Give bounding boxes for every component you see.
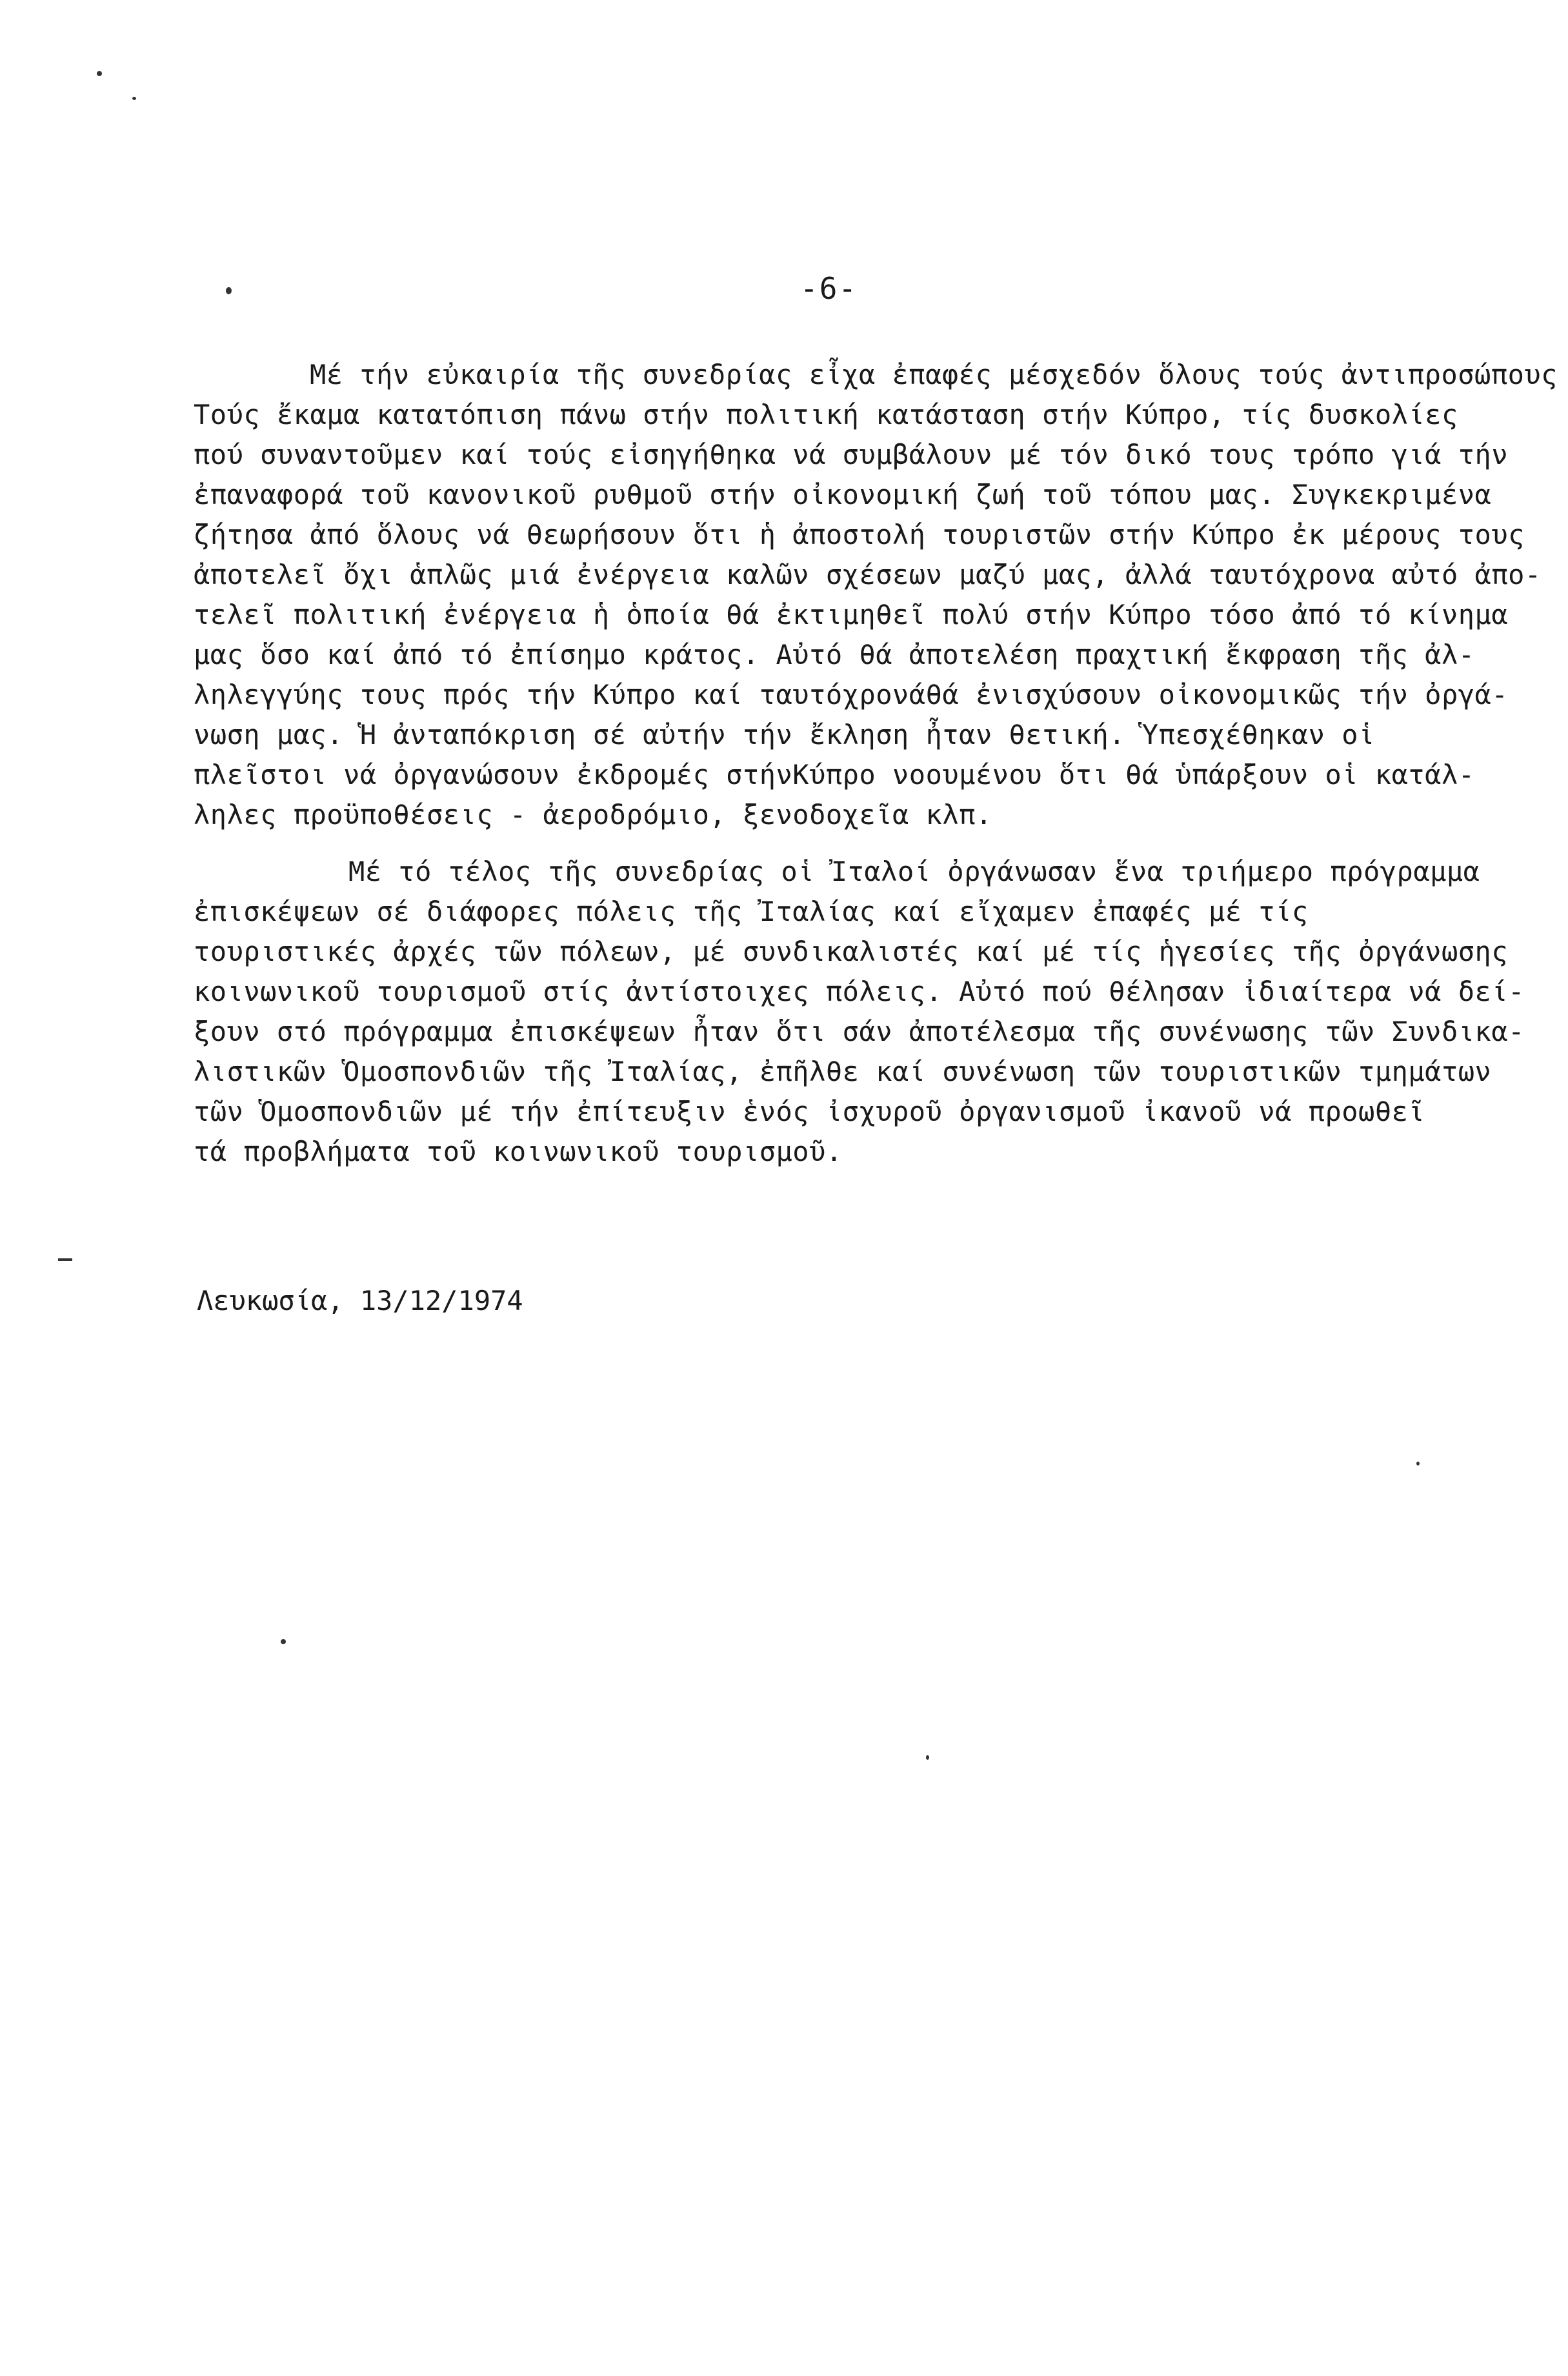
paragraph-2-line: τά προβλήματα τοῦ κοινωνικοῦ τουρισμοῦ.	[194, 1136, 843, 1167]
paragraph-1-line: ληλεγγύης τους πρός τήν Κύπρο καί ταυτόχρονάθά ἐνισχύσουν οἰκονομικῶς τήν ὀργά-	[194, 679, 1509, 710]
paragraph-1-line: πού συναντοῦμεν καί τούς εἰσηγήθηκα νά συμβάλουν μέ τόν δικό τους τρόπο γιά τήν	[194, 439, 1509, 470]
paragraph-1	[194, 355, 1558, 835]
paragraph-1-line: Μέ τήν εὐκαιρία τῆς συνεδρίας εἶχα ἐπαφές μέσχεδόν ὅλους τούς ἀντιπροσώπους	[310, 359, 1558, 390]
scan-dash	[58, 1258, 72, 1261]
paragraph-1-line: ἐπαναφορά τοῦ κανονικοῦ ρυθμοῦ στήν οἰκονομική ζωή τοῦ τόπου μας. Συγκεκριμένα	[194, 479, 1492, 510]
paragraph-1-line: ζήτησα ἀπό ὅλους νά θεωρήσουν ὅτι ἡ ἀποστολή τουριστῶν στήν Κύπρο ἐκ μέρους τους	[194, 519, 1525, 550]
scan-speck	[132, 97, 136, 100]
scan-speck	[1416, 1462, 1420, 1465]
paragraph-2-line: Μέ τό τέλος τῆς συνεδρίας οἱ Ἰταλοί ὀργάνωσαν ἕνα τριήμερο πρόγραμμα	[348, 856, 1480, 887]
paragraph-1-line: ληλες προϋποθέσεις - ἀεροδρόμιο, ξενοδοχεῖα κλπ.	[194, 799, 992, 831]
page-number: -6-	[800, 271, 858, 306]
paragraph-1-line: πλεῖστοι νά ὀργανώσουν ἐκδρομές στήνΚύπρο νοουμένου ὅτι θά ὑπάρξουν οἱ κατάλ-	[194, 759, 1475, 790]
scan-speck	[226, 287, 232, 294]
paragraph-1-line: νωση μας. Ἡ ἀνταπόκριση σέ αὐτήν τήν ἔκληση ἦταν θετική. Ὑπεσχέθηκαν οἱ	[194, 719, 1375, 750]
paragraph-2-line: ἐπισκέψεων σέ διάφορες πόλεις τῆς Ἰταλίας καί εἴχαμεν ἐπαφές μέ τίς	[194, 896, 1309, 927]
paragraph-2	[194, 852, 1525, 1172]
paragraph-2-line: τουριστικές ἀρχές τῶν πόλεων, μέ συνδικαλιστές καί μέ τίς ἡγεσίες τῆς ὀργάνωσης	[194, 936, 1509, 967]
scan-speck	[281, 1639, 286, 1644]
scan-speck	[926, 1755, 929, 1760]
paragraph-1-line: Τούς ἔκαμα κατατόπιση πάνω στήν πολιτική κατάσταση στήν Κύπρο, τίς δυσκολίες	[194, 399, 1458, 430]
scan-speck	[97, 71, 102, 76]
paragraph-2-line: ξουν στό πρόγραμμα ἐπισκέψεων ἦταν ὅτι σάν ἀποτέλεσμα τῆς συνένωσης τῶν Συνδικα-	[194, 1016, 1525, 1047]
paragraph-1-line: ἀποτελεῖ ὄχι ἁπλῶς μιά ἐνέργεια καλῶν σχέσεων μαζύ μας, ἀλλά ταυτόχρονα αὐτό ἀπο-	[194, 559, 1542, 590]
paragraph-1-line: τελεῖ πολιτική ἐνέργεια ἡ ὁποία θά ἐκτιμηθεῖ πολύ στήν Κύπρο τόσο ἀπό τό κίνημα	[194, 599, 1509, 630]
paragraph-2-line: κοινωνικοῦ τουρισμοῦ στίς ἀντίστοιχες πόλεις. Αὐτό πού θέλησαν ἰδιαίτερα νά δεί-	[194, 976, 1525, 1007]
paragraph-1-line: μας ὅσο καί ἀπό τό ἐπίσημο κράτος. Αὐτό θά ἀποτελέση πραχτική ἔκφραση τῆς ἀλ-	[194, 639, 1475, 670]
paragraph-2-line: τῶν Ὁμοσπονδιῶν μέ τήν ἐπίτευξιν ἑνός ἰσχυροῦ ὀργανισμοῦ ἰκανοῦ νά προωθεῖ	[194, 1096, 1425, 1127]
place-date-line: Λευκωσία, 13/12/1974	[197, 1285, 523, 1316]
paragraph-2-line: λιστικῶν Ὁμοσπονδιῶν τῆς Ἰταλίας, ἐπῆλθε καί συνένωση τῶν τουριστικῶν τμημάτων	[194, 1056, 1492, 1087]
